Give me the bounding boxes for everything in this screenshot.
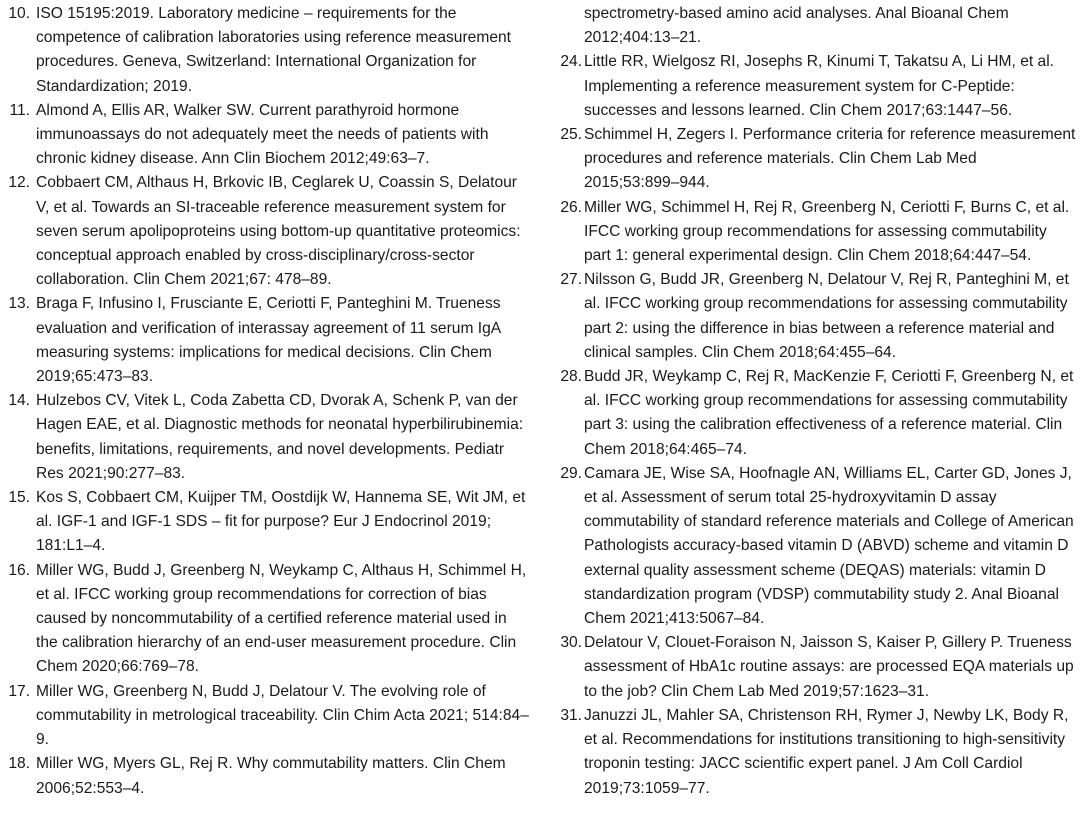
reference-text: Miller WG, Budd J, Greenberg N, Weykamp C, Althaus H, Schimmel H, et al. IFCC working group recommendations for correction of bias caused by noncommutability of a certified reference material used in the calibration hierarchy of an end-user measurement procedure. Clin Chem 2020;66:769–78. bbox=[36, 561, 527, 676]
reference-number: 17. bbox=[8, 682, 30, 700]
reference-text: Kos S, Cobbaert CM, Kuijper TM, Oostdijk W, Hannema SE, Wit JM, et al. IGF-1 and IGF-1 SDS – fit for purpose? Eur J Endocrinol 2019; 181:L1–4. bbox=[36, 489, 526, 555]
right-column bbox=[546, 2, 1076, 801]
reference-text: Camara JE, Wise SA, Hoofnagle AN, Williams EL, Carter GD, Jones J, et al. Assessment of serum total 25-hydroxyvitamin D assay commutability of standard reference materials and College of American Pathologists accuracy-based vitamin D (ABVD) scheme and vitamin D external quality assessment scheme (DEQAS) materials: vitamin D standardization program (VDSP) commutability study 2. Anal Bioanal Chem 2021;413:5067–84. bbox=[584, 464, 1074, 628]
reference-item bbox=[0, 2, 530, 99]
reference-item bbox=[0, 99, 530, 172]
reference-text: Hulzebos CV, Vitek L, Coda Zabetta CD, Dvorak A, Schenk P, van der Hagen EAE, et al. Diagnostic methods for neonatal hyperbilirubinemia: benefits, limitations, requirements, and novel developments. Pediatr Res 2021;90:277–83. bbox=[36, 392, 524, 482]
reference-item bbox=[546, 365, 1076, 462]
reference-number: 18. bbox=[8, 755, 30, 773]
reference-item bbox=[0, 389, 530, 486]
reference-number: 14. bbox=[8, 392, 30, 410]
reference-number: 29. bbox=[560, 464, 582, 482]
reference-number: 24. bbox=[560, 53, 582, 71]
reference-text: Januzzi JL, Mahler SA, Christenson RH, Rymer J, Newby LK, Body R, et al. Recommendations for institutions transitioning to high-sensitivity troponin testing: JACC scientific expert panel. J Am Coll Cardiol 2019;73:1059–77. bbox=[584, 706, 1069, 797]
reference-item bbox=[0, 486, 530, 559]
reference-number: 11. bbox=[9, 101, 30, 119]
left-column bbox=[0, 2, 530, 801]
reference-item bbox=[546, 123, 1076, 196]
reference-number: 31. bbox=[560, 706, 582, 724]
reference-item bbox=[546, 462, 1076, 631]
reference-text: Almond A, Ellis AR, Walker SW. Current parathyroid hormone immunoassays do not adequately meet the needs of patients with chronic kidney disease. Ann Clin Biochem 2012;49:63–7. bbox=[36, 101, 489, 168]
reference-item bbox=[546, 196, 1076, 269]
reference-text: Miller WG, Myers GL, Rej R. Why commutability matters. Clin Chem 2006;52:553–4. bbox=[36, 755, 506, 797]
reference-number: 28. bbox=[560, 368, 582, 386]
reference-text: Schimmel H, Zegers I. Performance criteria for reference measurement procedures and reference materials. Clin Chem Lab Med 2015;53:899–944. bbox=[584, 126, 1076, 192]
reference-number: 25. bbox=[560, 126, 582, 144]
reference-number: 30. bbox=[560, 634, 582, 652]
reference-text: Delatour V, Clouet-Foraison N, Jaisson S, Kaiser P, Gillery P. Trueness assessment of HbA1c routine assays: are processed EQA materials up to the job? Clin Chem Lab Med 2019;57:1623–31. bbox=[584, 634, 1074, 700]
reference-item bbox=[546, 268, 1076, 365]
reference-text: spectrometry-based amino acid analyses. Anal Bioanal Chem 2012;404:13–21. bbox=[584, 5, 1009, 47]
reference-item bbox=[546, 50, 1076, 123]
reference-number: 10. bbox=[8, 5, 30, 22]
reference-number: 26. bbox=[560, 198, 582, 216]
reference-item bbox=[0, 680, 530, 753]
reference-item bbox=[546, 631, 1076, 704]
reference-text: ISO 15195:2019. Laboratory medicine – requirements for the competence of calibration laboratories using reference measurement procedures. Geneva, Switzerland: International Organization for Standardization; 2019. bbox=[36, 5, 512, 95]
reference-text: Braga F, Infusino I, Frusciante E, Ceriotti F, Panteghini M. Trueness evaluation and verification of interassay agreement of 11 serum IgA measuring systems: implications for medical decisions. Clin Chem 2019;65:473–83. bbox=[36, 295, 501, 386]
reference-item bbox=[546, 704, 1076, 801]
reference-number: 15. bbox=[8, 489, 30, 507]
reference-text: Little RR, Wielgosz RI, Josephs R, Kinumi T, Takatsu A, Li HM, et al. Implementing a reference measurement system for C-Peptide: successes and lessons learned. Clin Chem 2017;63:1447–56. bbox=[584, 53, 1055, 119]
reference-text: Cobbaert CM, Althaus H, Brkovic IB, Ceglarek U, Coassin S, Delatour V, et al. Towards an SI-traceable reference measurement system for seven serum apolipoproteins using bottom-up quantitative proteomics: conceptual approach enabled by cross-disciplinary/cross-sector collaboration. Clin Chem 2021;67: 478–89. bbox=[36, 174, 521, 289]
reference-number: 27. bbox=[560, 271, 582, 289]
reference-text: Nilsson G, Budd JR, Greenberg N, Delatour V, Rej R, Panteghini M, et al. IFCC working group recommendations for assessing commutability part 2: using the difference in bias between a reference material and clinical samples. Clin Chem 2018;64:455–64. bbox=[584, 271, 1069, 361]
reference-item bbox=[0, 292, 530, 389]
reference-text: Miller WG, Schimmel H, Rej R, Greenberg N, Ceriotti F, Burns C, et al. IFCC working group recommendations for assessing commutability part 1: general experimental design. Clin Chem 2018;64:447–54. bbox=[584, 198, 1070, 265]
reference-number: 13. bbox=[8, 295, 30, 313]
reference-item bbox=[0, 559, 530, 680]
reference-number: 12. bbox=[8, 174, 30, 192]
reference-item bbox=[546, 2, 1076, 50]
reference-item bbox=[0, 752, 530, 800]
reference-item bbox=[0, 171, 530, 292]
reference-text: Budd JR, Weykamp C, Rej R, MacKenzie F, Ceriotti F, Greenberg N, et al. IFCC working group recommendations for assessing commutability part 3: using the calibration effectiveness of a reference material. Clin Chem 2018;64:465–74. bbox=[584, 368, 1074, 458]
reference-number: 16. bbox=[8, 561, 30, 579]
reference-text: Miller WG, Greenberg N, Budd J, Delatour V. The evolving role of commutability in metrological traceability. Clin Chim Acta 2021; 514:84–9. bbox=[36, 682, 529, 749]
